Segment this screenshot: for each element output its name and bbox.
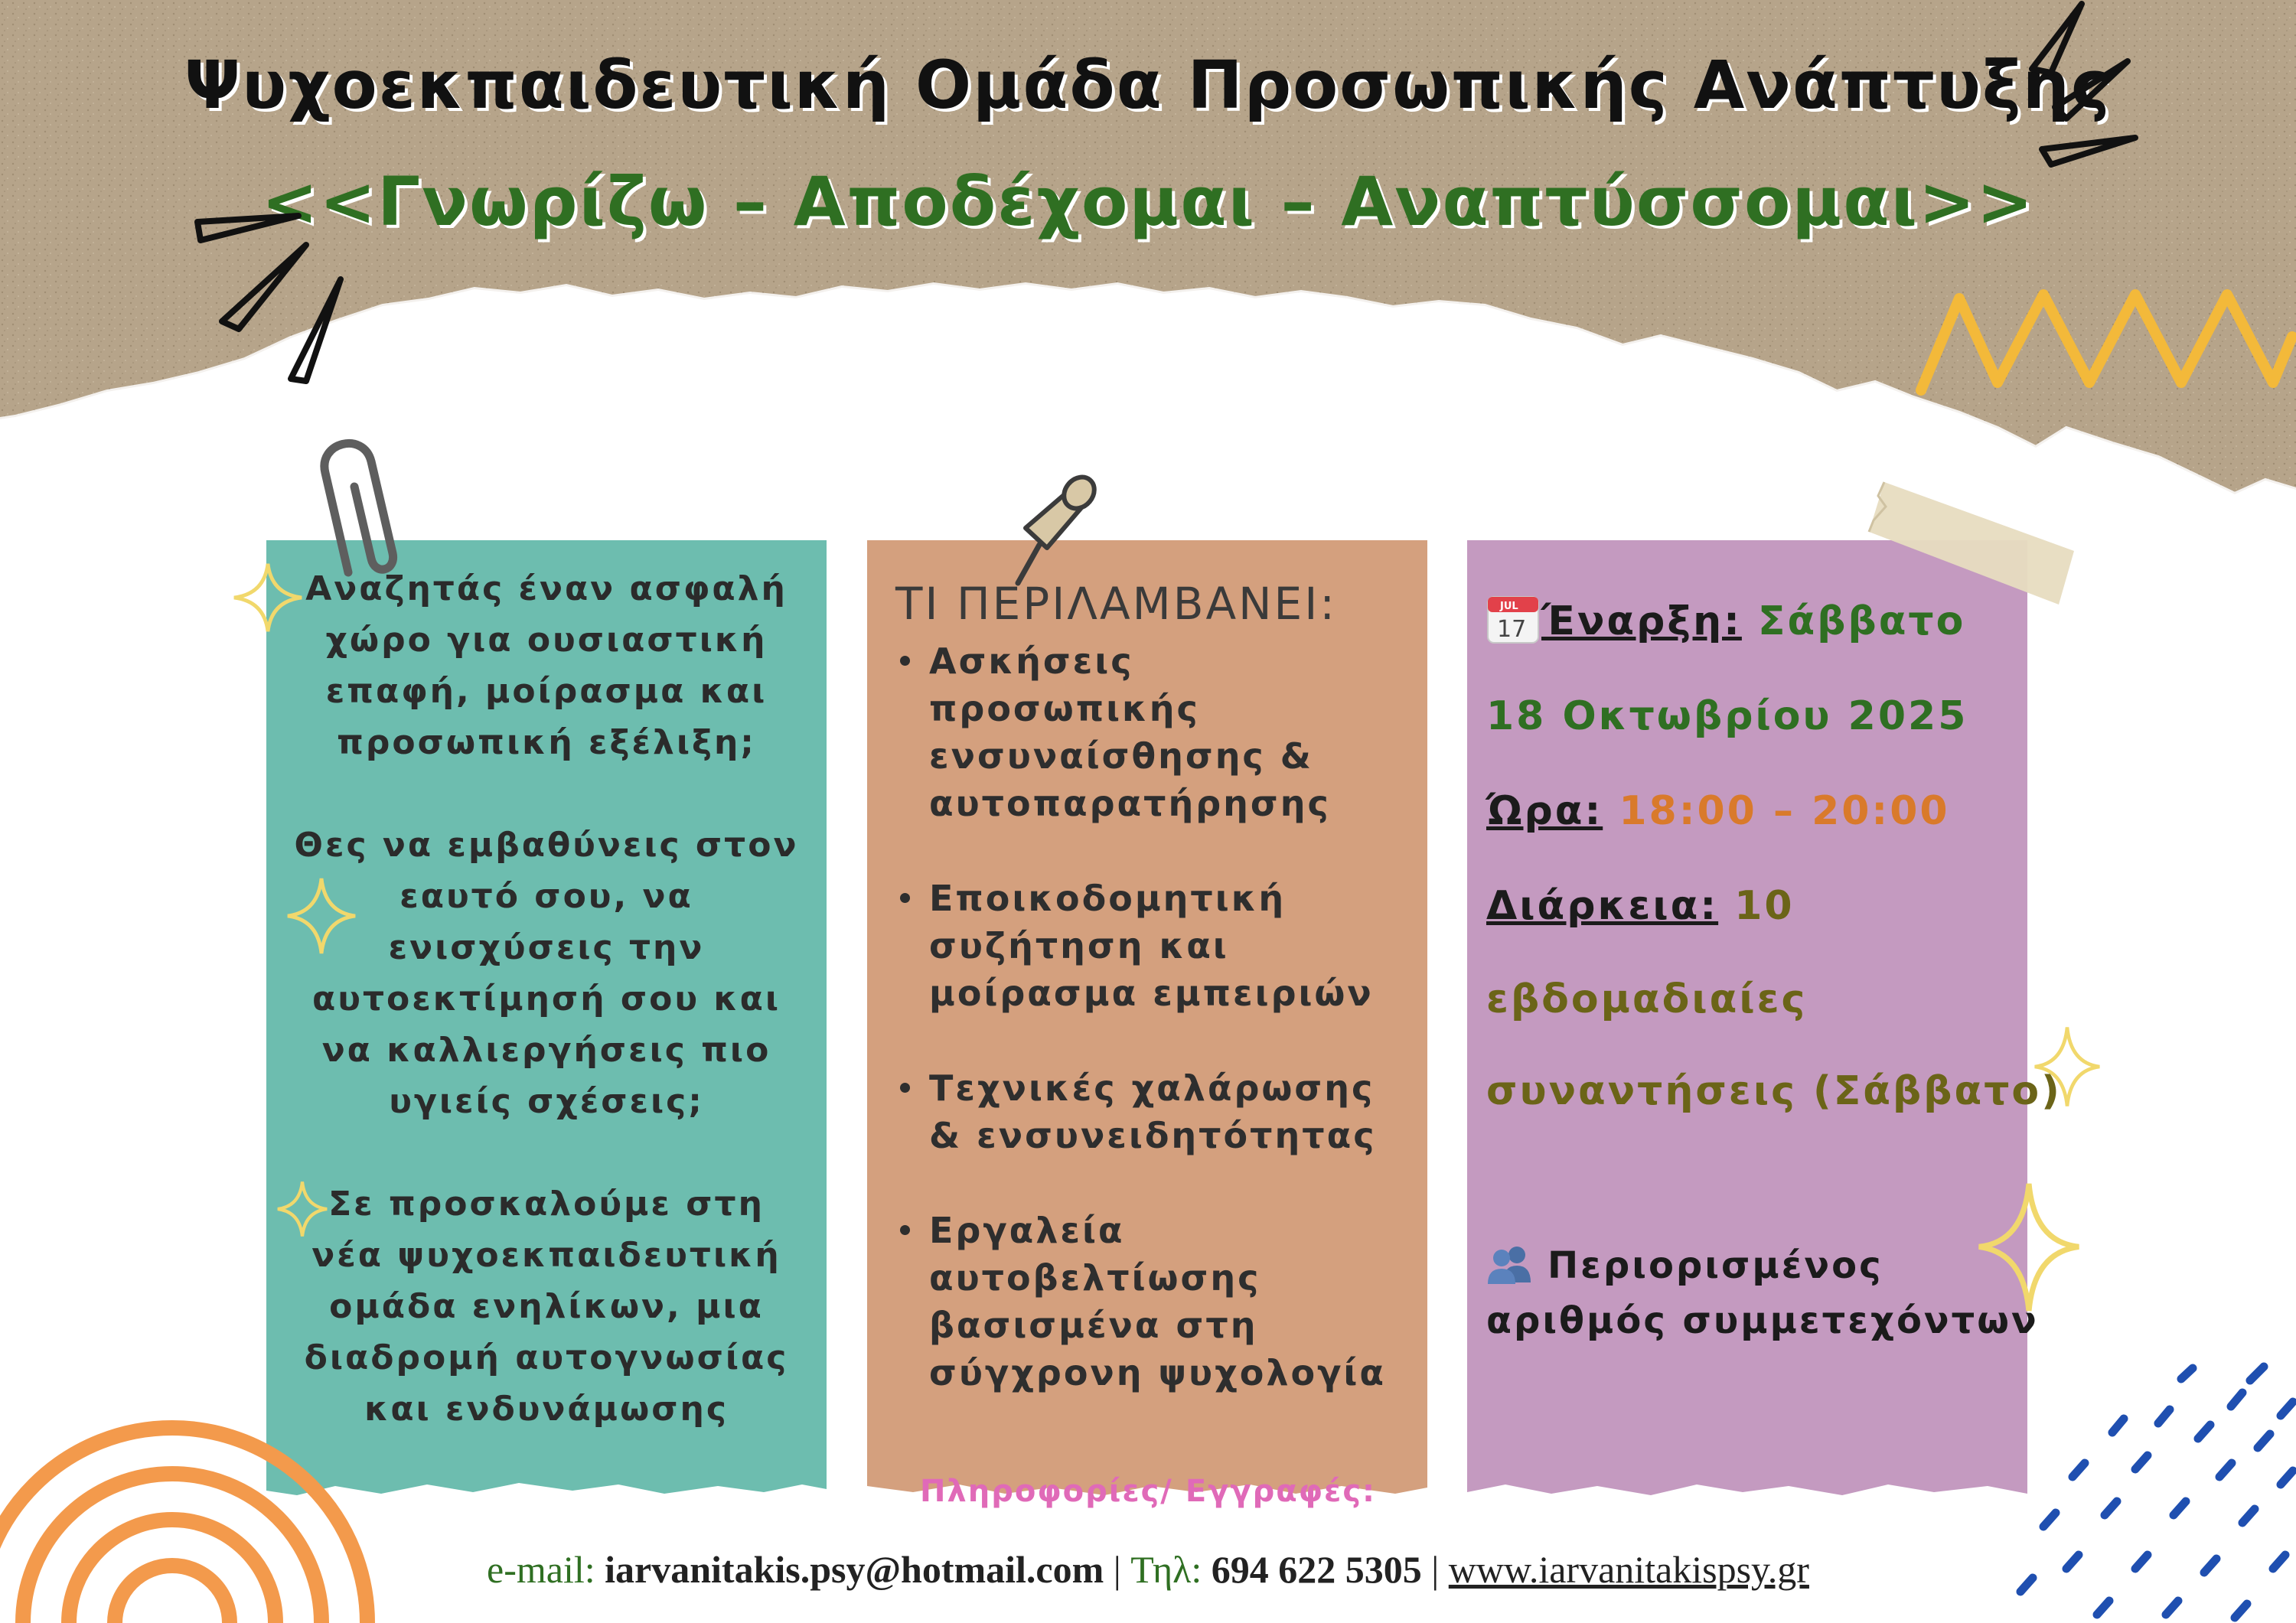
- bullet-icon: [900, 1083, 910, 1093]
- contact-line: [0, 1547, 2296, 1592]
- bullet-icon: [900, 656, 910, 666]
- duration-value: εβδομαδιαίες: [1486, 976, 1808, 1022]
- email-label: e-mail:: [487, 1548, 595, 1591]
- sparkle-icon: [1975, 1178, 2083, 1316]
- intro-paragraph: Σε προσκαλούμε στη νέα ψυχοεκπαιδευτική ομάδα ενηλίκων, μια διαδρομή αυτογνωσίας και ενδυνάμωσης: [304, 1185, 789, 1429]
- pushpin-icon: [1009, 468, 1101, 591]
- limited-seats: αριθμός συμμετεχόντων: [1486, 1299, 2039, 1342]
- start-day: Σάββατο: [1758, 598, 1966, 644]
- phone-label: Τηλ:: [1130, 1548, 1202, 1591]
- bullet-icon: [900, 1225, 910, 1235]
- intro-text: [266, 563, 827, 1486]
- includes-list: [929, 637, 1434, 1444]
- zigzag-decoration: [1913, 275, 2296, 398]
- bullet-icon: [900, 893, 910, 903]
- separator: |: [1431, 1548, 1440, 1591]
- rays-right-decoration: [2020, 0, 2158, 168]
- time-line: [1486, 788, 1950, 834]
- page-title: Ψυχοεκπαιδευτική Ομάδα Προσωπικής Ανάπτυξης: [184, 47, 2112, 124]
- email-link[interactable]: iarvanitakis.psy@hotmail.com: [605, 1548, 1104, 1591]
- list-item: Εργαλεία αυτοβελτίωσης βασισμένα στη σύγχρονη ψυχολογία: [929, 1207, 1434, 1396]
- duration-value: 10: [1734, 883, 1795, 929]
- page-subtitle: <<Γνωρίζω – Αποδέχομαι – Αναπτύσσομαι>>: [261, 162, 2035, 241]
- start-line: [1541, 598, 1965, 644]
- tape-strip: [1867, 459, 2097, 612]
- rays-left-decoration: [191, 207, 352, 390]
- paperclip-icon: [310, 427, 413, 580]
- svg-text:17: 17: [1497, 616, 1527, 643]
- time-label: Ώρα:: [1486, 788, 1603, 834]
- start-date: 18 Οκτωβρίου 2025: [1486, 693, 1968, 739]
- duration-value: συναντήσεις (Σάββατο): [1486, 1068, 2062, 1114]
- people-icon: [1486, 1244, 1534, 1284]
- website-link[interactable]: www.iarvanitakispsy.gr: [1448, 1548, 1809, 1591]
- svg-text:JUL: JUL: [1500, 601, 1518, 612]
- list-item: Ασκήσεις προσωπικής ενσυναίσθησης & αυτοπαρατήρησης: [929, 637, 1434, 827]
- duration-label: Διάρκεια:: [1486, 883, 1719, 929]
- phone-number[interactable]: 694 622 5305: [1211, 1548, 1422, 1591]
- intro-paragraph: Θες να εμβαθύνεις στον εαυτό σου, να ενισχύσεις την αυτοεκτίμησή σου και να καλλιεργήσεις πιο υγιείς σχέσεις;: [294, 826, 799, 1121]
- time-value: 18:00 – 20:00: [1619, 788, 1950, 834]
- info-label: Πληροφορίες/ Εγγραφές:: [919, 1474, 1377, 1509]
- duration-line: [1486, 883, 1795, 929]
- limited-seats: Περιορισμένος: [1548, 1244, 1883, 1287]
- separator: |: [1113, 1548, 1121, 1591]
- intro-paragraph: Αναζητάς έναν ασφαλή χώρο για ουσιαστική επαφή, μοίρασμα και προσωπική εξέλιξη;: [305, 569, 788, 762]
- list-item: Τεχνικές χαλάρωσης & ενσυνειδητότητας: [929, 1064, 1434, 1159]
- includes-heading: ΤΙ ΠΕΡΙΛΑΜΒΑΝΕΙ:: [895, 578, 1337, 630]
- list-item: Εποικοδομητική συζήτηση και μοίρασμα εμπειριών: [929, 875, 1434, 1017]
- start-label: Έναρξη:: [1541, 598, 1742, 644]
- calendar-icon: [1486, 594, 1540, 644]
- details-card: [1467, 540, 2027, 1504]
